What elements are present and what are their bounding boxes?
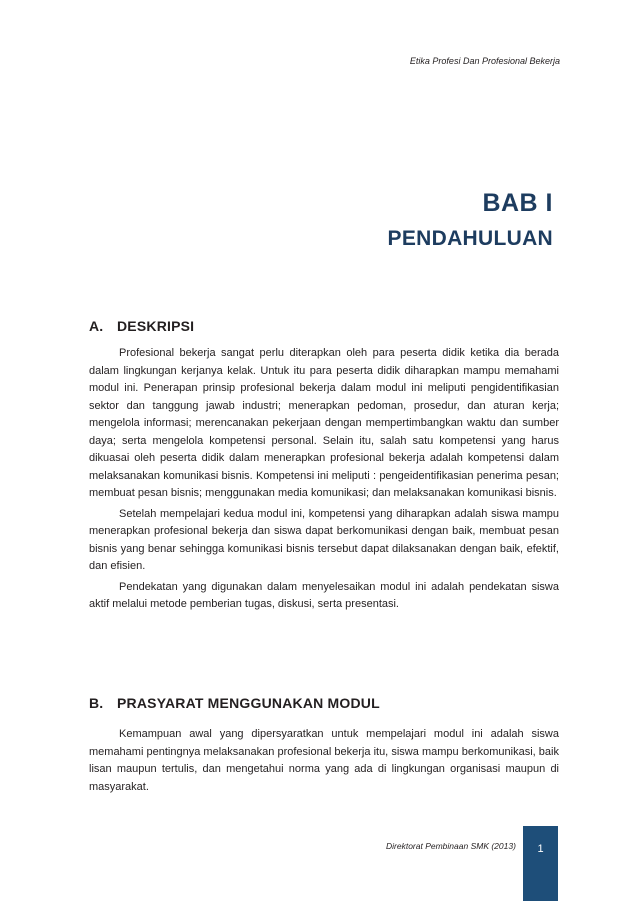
footer-publisher: Direktorat Pembinaan SMK (2013) xyxy=(386,841,516,851)
section-letter: B. xyxy=(89,695,104,711)
section-title: DESKRIPSI xyxy=(117,318,195,334)
chapter-heading xyxy=(388,186,553,256)
paragraph: Setelah mempelajari kedua modul ini, kompetensi yang diharapkan adalah siswa mampu menerapkan profesional bekerja dan siswa dapat berkomunikasi dengan baik, membuat pesan bisnis yang benar sehingga komunikasi bisnis tersebut dapat dilaksanakan dengan baik, efektif, dan efisien. xyxy=(89,507,559,572)
chapter-title: PENDAHULUAN xyxy=(387,227,553,250)
chapter-number: BAB I xyxy=(482,189,553,217)
page-number: 1 xyxy=(537,843,544,855)
section-heading-deskripsi xyxy=(89,318,194,334)
paragraph: Pendekatan yang digunakan dalam menyelesaikan modul ini adalah pendekatan siswa aktif melalui metode pemberian tugas, diskusi, serta presentasi. xyxy=(89,580,559,610)
section-body-prasyarat xyxy=(89,726,559,799)
paragraph: Profesional bekerja sangat perlu diterapkan oleh para peserta didik ketika dia berada dalam lingkungan kerjanya kelak. Untuk itu para peserta didik diharapkan mampu memahami modul ini. Penerapan prinsip profesional bekerja dalam modul ini meliputi pengidentifikasian sektor dan tanggung jawab industri; menerapkan pedoman, prosedur, dan aturan kerja; mengelola informasi; merencanakan pekerjaan dengan mempertimbangkan waktu dan sumber daya; serta mengelola kompetensi personal. Selain itu, salah satu kompetensi yang harus dikuasai oleh peserta didik dalam menerapkan profesional bekerja adalah kompetensi dalam melaksanakan komunikasi bisnis. Kompetensi ini meliputi : pengeidentifikasian penerima pesan; membuat pesan bisnis; menggunakan media komunikasi; dan melaksanakan komunikasi bisnis. xyxy=(89,347,559,499)
section-title: PRASYARAT MENGGUNAKAN MODUL xyxy=(117,695,380,711)
section-letter: A. xyxy=(89,318,104,334)
page-number-tab xyxy=(523,826,558,901)
running-header: Etika Profesi Dan Profesional Bekerja xyxy=(409,56,560,66)
paragraph: Kemampuan awal yang dipersyaratkan untuk mempelajari modul ini adalah siswa memahami pentingnya melaksanakan profesional bekerja itu, siswa mampu berkomunikasi, baik lisan maupun tertulis, dan mengetahui norma yang ada di lingkungan organisasi maupun di masyarakat. xyxy=(89,728,559,793)
section-heading-prasyarat xyxy=(89,695,380,711)
section-body-deskripsi xyxy=(89,345,559,617)
